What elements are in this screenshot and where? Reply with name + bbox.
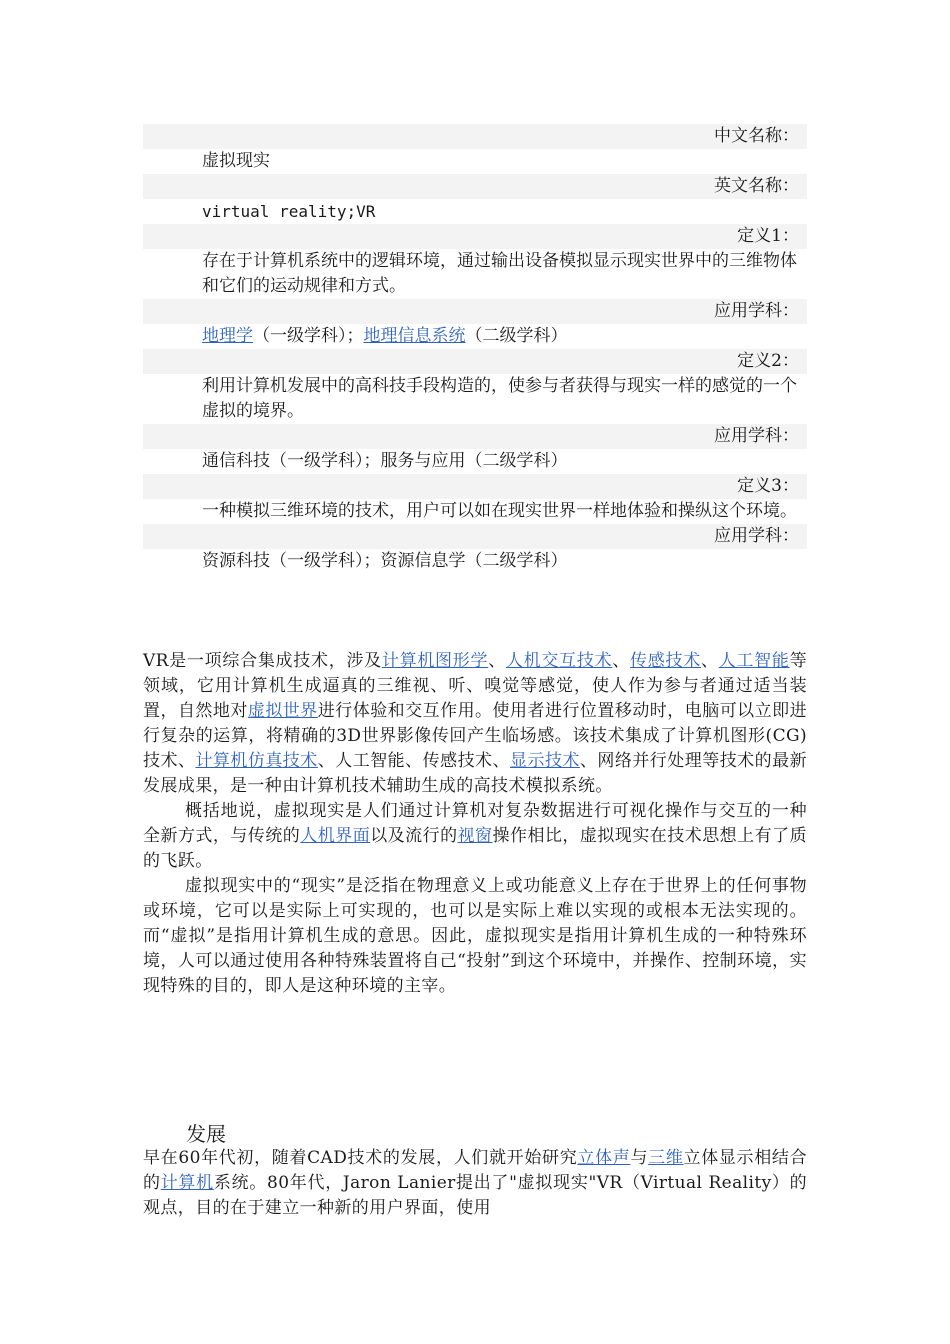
app3-value: 资源科技（一级学科）；资源信息学（二级学科） [143, 549, 807, 574]
app1-text1: （一级学科）； [253, 326, 364, 346]
def1-label: 定义1： [143, 224, 807, 249]
text-span: 、网络并行处理等技术的最新发展成果，是一种由计算机技术辅助生成的高技术模拟系统。 [143, 751, 808, 796]
app1-text2: （二级学科） [465, 326, 568, 346]
def1-value: 存在于计算机系统中的逻辑环境，通过输出设备模拟显示现实世界中的三维物体和它们的运动规律和方式。 [143, 249, 807, 299]
text-span: 早在60年代初，随着CAD技术的发展，人们就开始研究 [143, 1148, 578, 1168]
link-hci[interactable]: 人机交互技术 [505, 651, 613, 671]
text-span: 、 [700, 651, 719, 671]
text-span: 与 [630, 1148, 649, 1168]
text-span: 、人工智能、传感技术、 [317, 751, 510, 771]
link-gis[interactable]: 地理信息系统 [363, 326, 466, 346]
link-3d[interactable]: 三维 [648, 1148, 684, 1168]
development-text [143, 1146, 807, 1221]
text-span: 、 [612, 651, 631, 671]
text-span: 立体显示相结合的 [143, 1148, 807, 1193]
text-span: 系统。80年代，Jaron Lanier提出了"虚拟现实"VR（Virtual Reality）的观点，目的在于建立一种新的用户界面，使用 [143, 1173, 807, 1218]
def2-value: 利用计算机发展中的高科技手段构造的，使参与者获得与现实一样的感觉的一个虚拟的境界。 [143, 374, 807, 424]
paragraph-meaning: 虚拟现实中的“现实”是泛指在物理意义上或功能意义上存在于世界上的任何事物或环境，它可以是实际上可实现的，也可以是实际上难以实现的或根本无法实现的。而“虚拟”是指用计算机生成的意思。因此，虚拟现实是指用计算机生成的一种特殊环境，人可以通过使用各种特殊装置将自己“投射”到这个环境中，并操作、控制环境，实现特殊的目的，即人是这种环境的主宰。 [143, 876, 807, 996]
link-computer-graphics[interactable]: 计算机图形学 [381, 651, 489, 671]
text-span: 概括地说，虚拟现实是人们通过计算机对复杂数据进行可视化操作与交互的一种全新方式，与传统的 [143, 801, 807, 846]
app2-label: 应用学科： [143, 424, 807, 449]
paragraph-development [143, 1146, 807, 1221]
app3-label: 应用学科： [143, 524, 807, 549]
en-name-value: virtual reality;VR [143, 199, 807, 224]
link-simulation-tech[interactable]: 计算机仿真技术 [195, 751, 318, 771]
link-ai[interactable]: 人工智能 [718, 651, 790, 671]
text-span: 、 [488, 651, 506, 671]
link-stereo[interactable]: 立体声 [577, 1148, 631, 1168]
link-sensor-tech[interactable]: 传感技术 [630, 651, 701, 671]
link-virtual-world[interactable]: 虚拟世界 [247, 701, 318, 721]
link-windows[interactable]: 视窗 [457, 826, 493, 846]
cn-name-value: 虚拟现实 [143, 149, 807, 174]
text-span: 以及流行的 [370, 826, 458, 846]
text-span: VR是一项综合集成技术，涉及 [143, 651, 382, 671]
section-title: 发展 [186, 1122, 226, 1146]
def3-value: 一种模拟三维环境的技术，用户可以如在现实世界一样地体验和操纵这个环境。 [143, 499, 807, 524]
app1-value [143, 324, 807, 349]
app1-label: 应用学科： [143, 299, 807, 324]
app2-value: 通信科技（一级学科）；服务与应用（二级学科） [143, 449, 807, 474]
body-text [143, 649, 807, 999]
link-display-tech[interactable]: 显示技术 [510, 751, 580, 771]
def3-label: 定义3： [143, 474, 807, 499]
link-hmi[interactable]: 人机界面 [300, 826, 371, 846]
link-geography[interactable]: 地理学 [202, 326, 253, 346]
def2-label: 定义2： [143, 349, 807, 374]
link-computer[interactable]: 计算机 [160, 1173, 214, 1193]
text-span: 操作相比，虚拟现实在技术思想上有了质的飞跃。 [143, 826, 807, 871]
text-span: 等领域，它用计算机生成逼真的三维视、听、嗅觉等感觉，使人作为参与者通过适当装置，自然地对 [143, 651, 807, 721]
en-name-label: 英文名称： [143, 174, 807, 199]
text-span: 进行体验和交互作用。使用者进行位置移动时，电脑可以立即进行复杂的运算，将精确的3D世界影像传回产生临场感。该技术集成了计算机图形(CG)技术、 [143, 701, 807, 771]
paragraph-intro [143, 649, 807, 799]
paragraph-summary [143, 799, 807, 874]
cn-name-label: 中文名称： [143, 124, 807, 149]
definition-table [143, 124, 807, 574]
